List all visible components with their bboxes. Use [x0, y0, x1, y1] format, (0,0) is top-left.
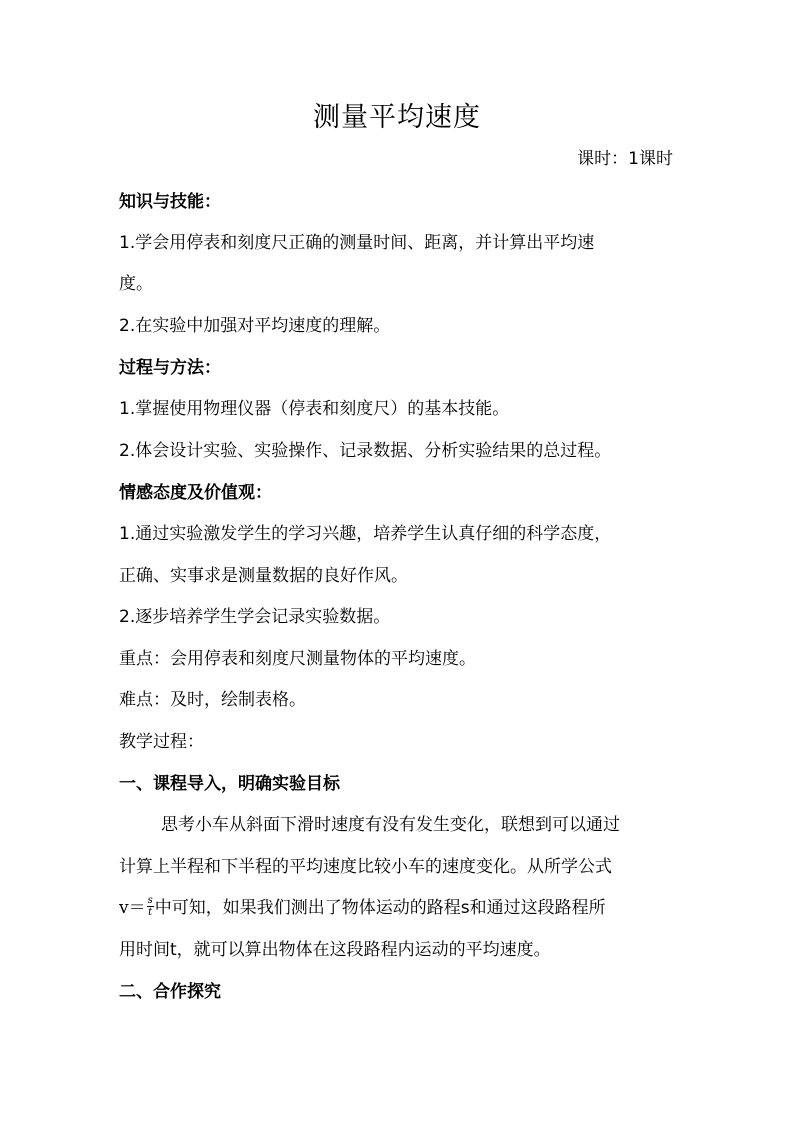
part1-paragraph-line-1: 思考小车从斜面下滑时速度有没有发生变化，联想到可以通过 — [161, 815, 620, 835]
formula-denominator: t — [148, 907, 153, 918]
document-title: 测量平均速度 — [313, 102, 481, 133]
key-point: 重点：会用停表和刻度尺测量物体的平均速度。 — [119, 649, 476, 669]
velocity-formula — [119, 895, 155, 921]
part1-heading: 一、课程导入，明确实验目标 — [119, 774, 340, 794]
knowledge-item-1-line-2: 度。 — [119, 274, 153, 294]
part2-heading: 二、合作探究 — [119, 982, 221, 1002]
process-heading: 过程与方法： — [119, 358, 221, 378]
attitude-item-2: 2.逐步培养学生学会记录实验数据。 — [119, 607, 391, 627]
part1-paragraph-line-3 — [119, 895, 606, 921]
process-item-1: 1.掌握使用物理仪器（停表和刻度尺）的基本技能。 — [119, 399, 510, 419]
teaching-process-label: 教学过程： — [119, 732, 204, 752]
part1-paragraph-line-4: 用时间t，就可以算出物体在这段路程内运动的平均速度。 — [119, 940, 551, 960]
attitude-heading: 情感态度及价值观： — [119, 483, 272, 503]
knowledge-heading: 知识与技能： — [119, 192, 221, 212]
formula-numerator: s — [147, 895, 153, 906]
knowledge-item-2: 2.在实验中加强对平均速度的理解。 — [119, 316, 391, 336]
difficulty: 难点：及时，绘制表格。 — [119, 690, 306, 710]
process-item-2: 2.体会设计实验、实验操作、记录数据、分析实验结果的总过程。 — [119, 441, 612, 461]
attitude-item-1-line-2: 正确、实事求是测量数据的良好作风。 — [119, 566, 408, 586]
formula-fraction — [147, 895, 154, 918]
part1-paragraph-line-2: 计算上半程和下半程的平均速度比较小车的速度变化。从所学公式 — [119, 857, 612, 877]
formula-lhs: v＝ — [119, 898, 146, 918]
knowledge-item-1-line-1: 1.学会用停表和刻度尺正确的测量时间、距离，并计算出平均速 — [119, 233, 595, 253]
part1-paragraph-line-3-text: 中可知，如果我们测出了物体运动的路程s和通过这段路程所 — [154, 898, 606, 918]
class-hours: 课时：1课时 — [577, 149, 673, 169]
attitude-item-1-line-1: 1.通过实验激发学生的学习兴趣，培养学生认真仔细的科学态度， — [119, 524, 612, 544]
